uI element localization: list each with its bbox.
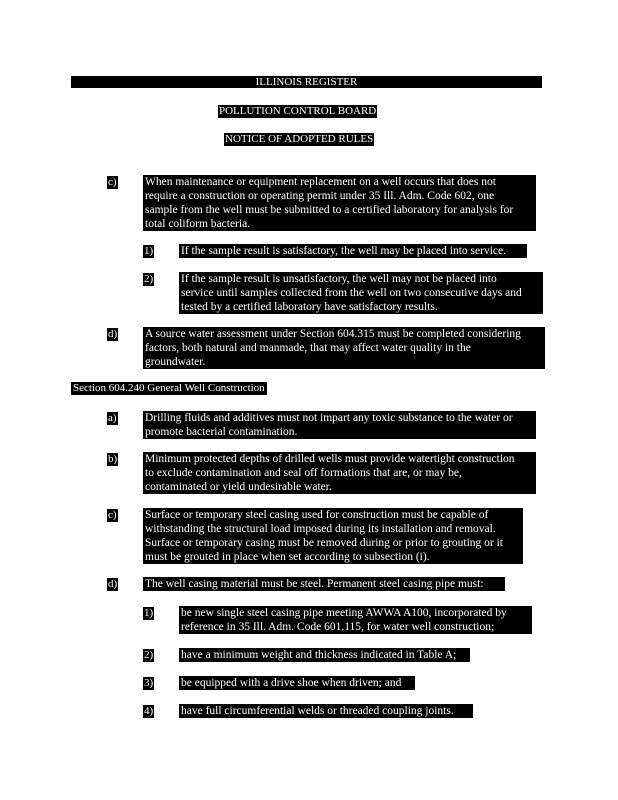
section-item-b-marker: b) xyxy=(108,453,118,465)
text-line: to exclude contamination and seal off formations that are, or may be, xyxy=(145,467,462,479)
section-item-d2-marker: 2) xyxy=(144,649,154,661)
text-line: When maintenance or equipment replacement on a well occurs that does not xyxy=(145,176,496,188)
section-item-a-text xyxy=(143,411,536,439)
text-line: Drilling fluids and additives must not impart any toxic substance to the water or xyxy=(145,412,513,424)
section-item-d4-marker: 4) xyxy=(144,705,154,717)
text-line: have full circumferential welds or threaded coupling joints. xyxy=(181,705,454,717)
section-item-d1-marker: 1) xyxy=(144,607,154,619)
section-item-a-marker: a) xyxy=(108,412,117,424)
section-item-d1-text xyxy=(179,606,532,634)
text-line: be new single steel casing pipe meeting AWWA A100, incorporated by xyxy=(181,607,507,619)
section-item-d3-marker: 3) xyxy=(144,677,154,689)
text-line: service until samples collected from the well on two consecutive days and xyxy=(181,287,522,299)
section-item-b-text xyxy=(143,452,536,494)
text-line: If the sample result is unsatisfactory, the well may not be placed into xyxy=(181,273,497,285)
text-line: withstanding the structural load imposed during its installation and removal. xyxy=(145,523,496,535)
text-line: Surface or temporary casing must be removed during or prior to grouting or it xyxy=(145,537,504,549)
section-item-d-text xyxy=(143,577,505,591)
register-title: ILLINOIS REGISTER xyxy=(255,76,358,88)
item-c2-text xyxy=(179,272,543,314)
board-heading: POLLUTION CONTROL BOARD xyxy=(219,105,377,117)
text-line: sample from the well must be submitted to a certified laboratory for analysis for xyxy=(145,204,514,216)
item-c2-marker: 2) xyxy=(144,273,154,285)
text-line: must be grouted in place when set according to subsection (i). xyxy=(145,551,430,563)
item-d-text xyxy=(143,327,545,369)
section-item-c-marker: c) xyxy=(108,509,117,521)
text-line: reference in 35 Ill. Adm. Code 601.115, for water well construction; xyxy=(181,621,495,633)
text-line: If the sample result is satisfactory, the well may be placed into service. xyxy=(181,245,506,257)
text-line: have a minimum weight and thickness indicated in Table A; xyxy=(181,649,457,661)
item-c-text xyxy=(143,175,536,231)
item-c-marker: c) xyxy=(108,176,117,188)
notice-heading: NOTICE OF ADOPTED RULES xyxy=(225,133,374,145)
section-item-d2-text xyxy=(179,648,470,662)
section-heading: Section 604.240 General Well Construction xyxy=(73,382,265,394)
section-item-c-text xyxy=(143,508,523,564)
text-line: contaminated or yield undesirable water. xyxy=(145,481,332,493)
text-line: groundwater. xyxy=(145,356,206,368)
item-c1-marker: 1) xyxy=(144,245,154,257)
register-header xyxy=(71,76,542,88)
text-line: Minimum protected depths of drilled wells must provide watertight construction xyxy=(145,453,515,465)
text-line: total coliform bacteria. xyxy=(145,218,251,230)
text-line: factors, both natural and manmade, that may affect water quality in the xyxy=(145,342,471,354)
text-line: A source water assessment under Section 604.315 must be completed considering xyxy=(145,328,521,340)
text-line: promote bacterial contamination. xyxy=(145,426,298,438)
section-item-d-marker: d) xyxy=(108,578,118,590)
text-line: tested by a certified laboratory have satisfactory results. xyxy=(181,301,438,313)
text-line: require a construction or operating permit under 35 Ill. Adm. Code 602, one xyxy=(145,190,495,202)
item-c1-text xyxy=(179,244,527,258)
text-line: be equipped with a drive shoe when driven; and xyxy=(181,677,402,689)
text-line: The well casing material must be steel. Permanent steel casing pipe must: xyxy=(145,578,484,590)
text-line: Surface or temporary steel casing used for construction must be capable of xyxy=(145,509,489,521)
section-item-d4-text xyxy=(179,704,473,718)
section-item-d3-text xyxy=(179,676,415,690)
item-d-marker: d) xyxy=(108,328,118,340)
